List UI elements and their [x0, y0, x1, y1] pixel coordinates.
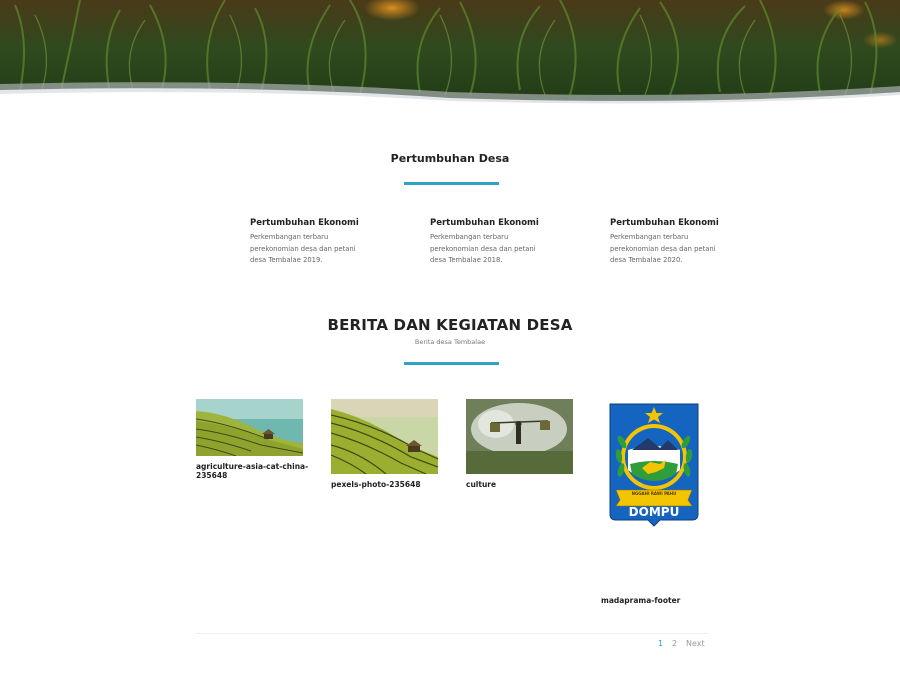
news-thumbnail-culture[interactable]: [466, 399, 573, 474]
growth-item-desc: Perkembangan terbaru perekonomian desa dan petani desa Tembalae 2018.: [430, 233, 536, 264]
news-title-underline: [404, 362, 499, 365]
news-caption[interactable]: madaprama-footer: [601, 596, 681, 605]
news-caption[interactable]: pexels-photo-235648: [331, 480, 421, 489]
dompu-logo[interactable]: [608, 402, 700, 528]
growth-section-title: Pertumbuhan Desa: [390, 152, 510, 165]
news-caption[interactable]: agriculture-asia-cat-china-235648: [196, 462, 309, 480]
dompu-logo-ribbon-text: NGGAHI RAWI PAHU: [631, 491, 677, 496]
growth-item-title: Pertumbuhan Ekonomi: [250, 218, 359, 228]
pagination-page-2[interactable]: 2: [672, 639, 678, 648]
news-caption[interactable]: culture: [466, 480, 497, 489]
pagination-next[interactable]: Next: [686, 639, 705, 648]
news-thumbnail-pexels[interactable]: [331, 399, 438, 474]
growth-item-title: Pertumbuhan Ekonomi: [430, 218, 539, 228]
hero-wave-divider: [0, 0, 900, 110]
news-section-title: BERITA DAN KEGIATAN DESA: [327, 316, 573, 334]
growth-item-desc: Perkembangan terbaru perekonomian desa dan petani desa Tembalae 2020.: [610, 233, 716, 264]
pagination-page-1[interactable]: 1: [658, 639, 664, 648]
growth-title-underline: [404, 182, 499, 185]
news-section-subtitle: Berita desa Tembalae: [414, 338, 486, 346]
pagination-divider: [196, 633, 708, 634]
growth-item: [250, 218, 370, 267]
growth-item-title: Pertumbuhan Ekonomi: [610, 218, 719, 228]
growth-item: [430, 218, 550, 267]
dompu-logo-text: DOMPU: [628, 505, 680, 519]
growth-item-desc: Perkembangan terbaru perekonomian desa dan petani desa Tembalae 2019.: [250, 233, 356, 264]
news-thumbnail-rice-terrace[interactable]: [196, 399, 303, 456]
hero-banner: [0, 0, 900, 110]
growth-item: [610, 218, 730, 267]
